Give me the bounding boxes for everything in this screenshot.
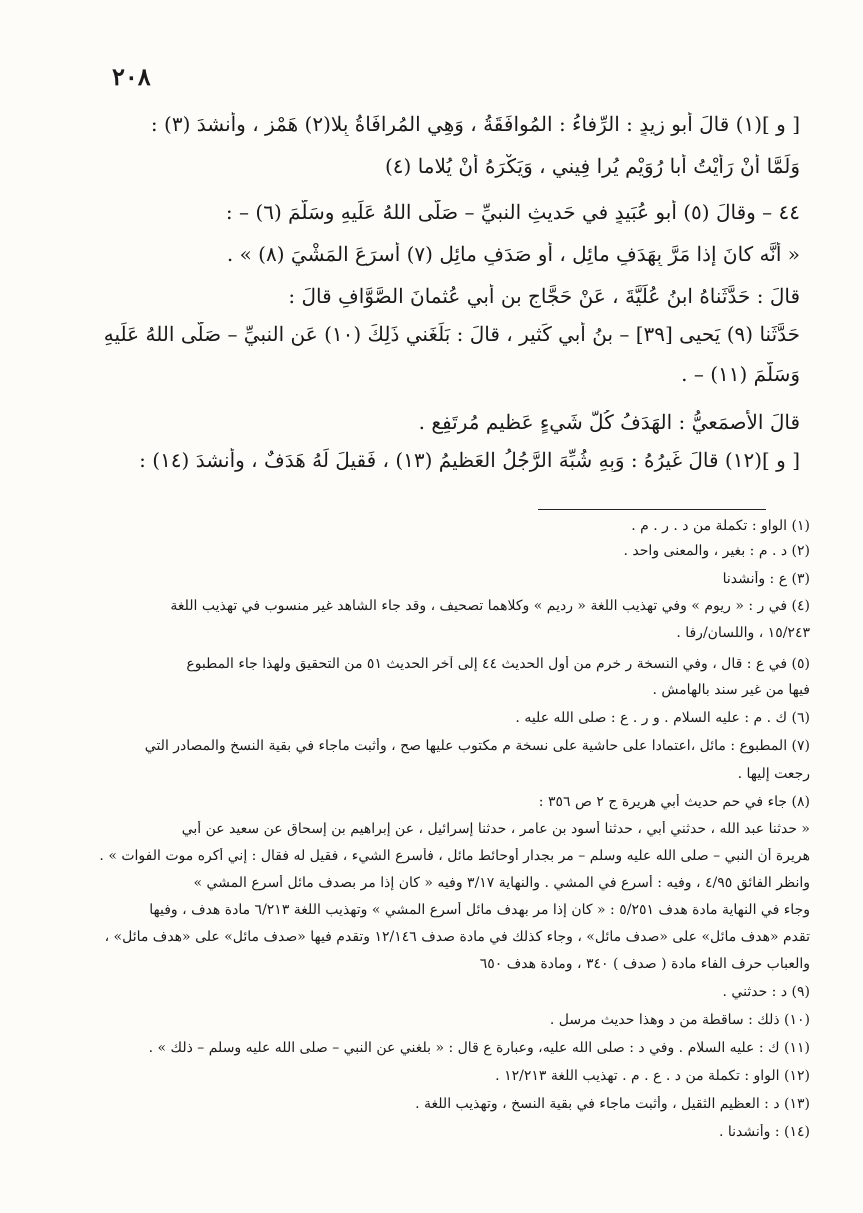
footnote-line: (٥) في ع : قال ، وفي النسخة ر خرم من أول الحديث ٤٤ إلى آخر الحديث ٥١ من التحقيق ولهذا جاء المطبوع <box>186 656 810 672</box>
footnote-line: (١٠) ذلك : ساقطة من د وهذا حديث مرسل . <box>549 1012 810 1028</box>
page-number: ٢٠٨ <box>112 62 151 91</box>
main-line: حَدَّثَنا (٩) يَحيى [٣٩] – بنُ أبي كَثيرٍ ، قالَ : بَلَغَني ذَلِكَ (١٠) عَنِ النبيِّ – صَلَّى اللهُ عَلَيهِ <box>103 322 800 346</box>
footnote-line: (١١) ك : عليه السلام . وفي د : صلى الله عليه، وعبارة ع قال : « بلغني عن النبي – صلى الله عليه وسلم – ذلك » . <box>148 1040 810 1056</box>
footnote-line: (١) الواو : تكملة من د . ر . م . <box>631 518 810 534</box>
footnote-line: رجعت إليها . <box>737 766 810 782</box>
footnote-line: فيها من غير سند بالهامش . <box>652 682 810 698</box>
main-line: [ و ](١) قالَ أبو زيدٍ : الرِّفاءُ : المُوافَقَةُ ، وَهِي المُرافَاةُ بِلا(٢) هَمْزٍ ، وأنشدَ (٣) : <box>150 112 800 136</box>
footnote-line: وجاء في النهاية مادة هدف ٥/٢٥١ : « كان إذا مر بهدف مائل أسرع المشي » وتهذيب اللغة ٦/٢١٣ مادة هدف ، وفيها <box>149 902 810 918</box>
footnote-line: (١٤) : وأنشدنا . <box>718 1124 810 1140</box>
footnote-line: (٨) جاء في حم حديث أبي هريرة ج ٢ ص ٣٥٦ : <box>538 794 810 810</box>
footnote-line: (١٢) الواو : تكملة من د . ع . م . تهذيب اللغة ١٢/٢١٣ . <box>495 1068 810 1084</box>
footnote-line: (٣) ع : وأنشدنا <box>722 571 810 587</box>
main-line: وَسَلَّمَ (١١) – . <box>681 362 800 386</box>
footnote-line: (٢) د . م : بغير ، والمعنى واحد . <box>623 543 810 559</box>
footnote-line: (١٣) د : العظيم الثقيل ، وأثبت ماجاء في بقية النسخ ، وتهذيب اللغة . <box>415 1096 810 1112</box>
footnote-line: (٦) ك . م : عليه السلام . و ر . ع : صلى الله عليه . <box>515 710 810 726</box>
main-line: [ و ](١٢) قالَ غَيرُهُ : وَبِهِ شُبِّهَ الرَّجُلُ العَظيمُ (١٣) ، فَقيلَ لَهُ هَدَفٌ ، وأنشدَ (١٤) : <box>139 448 800 472</box>
footnote-line: هريرة أن النبي – صلى الله عليه وسلم – مر بجدار أوحائط مائل ، فأسرع الشيء ، فقيل له فقال : إني أكره موت الفوات » . <box>99 848 810 864</box>
footnote-line: (٧) المطبوع : مائل ،اعتمادا على حاشية على نسخة م مكتوب عليها صح ، وأثبت ماجاء في بقية النسخ والمصادر التي <box>144 738 810 754</box>
verse-line: وَلَمَّا أَنْ رَأَيْتُ أَبا رُوَيْمٍ يُرا فِيني ، وَيَكْرَهُ أَنْ يُلاما (٤) <box>384 154 800 178</box>
footnote-line: (٩) د : حدثني . <box>722 984 810 1000</box>
footnote-line: وانظر الفائق ٤/٩٥ ، وفيه : أسرع في المشي . والنهاية ٣/١٧ وفيه « كان إذا مر بصدف مائل أسرع المشي » <box>193 875 810 891</box>
main-line: قالَ : حَدَّثَناهُ ابنُ عُلَيَّةَ ، عَنْ حَجَّاجِ بنِ أبي عُثمانَ الصَّوَّافِ قالَ : <box>288 284 800 308</box>
footnote-line: (٤) في ر : « ريوم » وفي تهذيب اللغة « رديم » وكلاهما تصحيف ، وقد جاء الشاهد غير منسوب في تهذيب اللغة <box>170 598 810 614</box>
main-line: ٤٤ – وقالَ (٥) أبو عُبَيدٍ في حَديثِ النبيِّ – صَلَّى اللهُ عَلَيهِ وسَلَّمَ (٦) – : <box>225 200 800 224</box>
main-line: قالَ الأَصمَعيُّ : الهَدَفُ كُلُّ شَيءٍ عَظيمٍ مُرتَفِعٍ . <box>418 410 800 434</box>
main-line: « أنَّه كانَ إذا مَرَّ بِهَدَفٍ مائِلٍ ، أو صَدَفٍ مائِلٍ (٧) أسرَعَ المَشْيَ (٨) » . <box>226 242 800 266</box>
footnote-line: والعباب حرف الفاء مادة ( صدف ) ٣٤٠ ، ومادة هدف ٦٥٠ <box>479 956 810 972</box>
footnote-divider <box>538 509 766 510</box>
footnote-line: تقدم «هدف مائل» على «صدف مائل» ، وجاء كذلك في مادة صدف ١٢/١٤٦ وتقدم فيها «صدف مائل» على «هدف مائل» ، <box>104 929 810 945</box>
footnote-line: ١٥/٢٤٣ ، واللسان/رفا . <box>676 625 810 641</box>
footnote-line: « حدثنا عبد الله ، حدثني أبي ، حدثنا أسود بن عامر ، حدثنا إسرائيل ، عن إبراهيم بن إسحاق عن سعيد عن أبي <box>181 821 810 837</box>
